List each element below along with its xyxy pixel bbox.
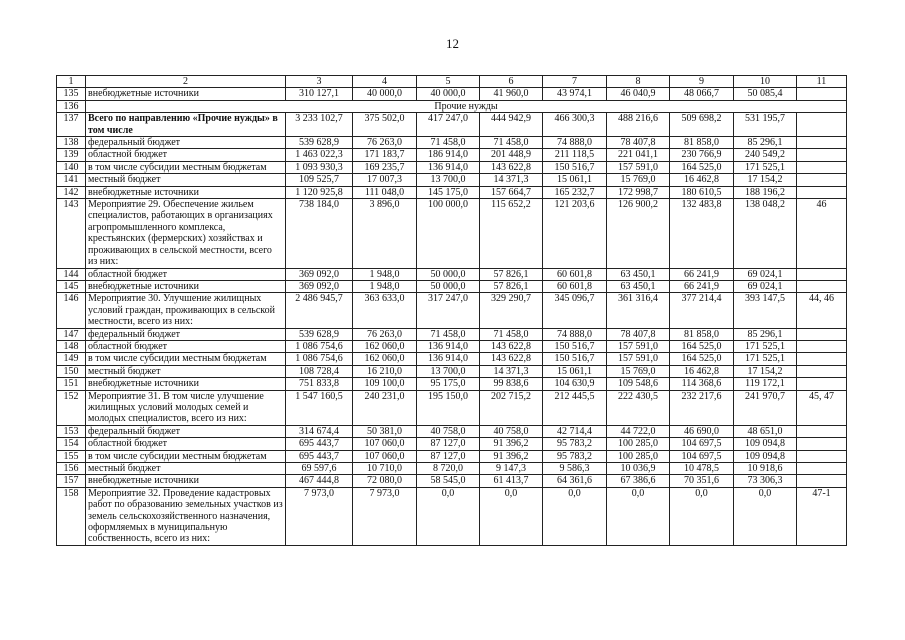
row-label: внебюджетные источники xyxy=(86,378,286,390)
amount-cell: 232 217,6 xyxy=(670,390,734,425)
amount-cell: 164 525,0 xyxy=(670,340,734,352)
amount-cell: 0,0 xyxy=(734,487,797,545)
amount-cell: 136 914,0 xyxy=(417,161,480,173)
amount-cell: 162 060,0 xyxy=(353,353,417,365)
table-row xyxy=(57,137,847,149)
row-number: 156 xyxy=(57,463,86,475)
amount-cell: 738 184,0 xyxy=(286,199,353,268)
amount-cell: 377 214,4 xyxy=(670,293,734,328)
amount-cell: 10 036,9 xyxy=(607,463,670,475)
amount-cell: 72 080,0 xyxy=(353,475,417,487)
amount-cell: 109 548,6 xyxy=(607,378,670,390)
row-number: 153 xyxy=(57,425,86,437)
indicator-ref-cell xyxy=(797,353,847,365)
amount-cell: 466 300,3 xyxy=(543,113,607,137)
amount-cell: 751 833,8 xyxy=(286,378,353,390)
amount-cell: 107 060,0 xyxy=(353,450,417,462)
amount-cell: 63 450,1 xyxy=(607,280,670,292)
amount-cell: 361 316,4 xyxy=(607,293,670,328)
row-number: 142 xyxy=(57,186,86,198)
amount-cell: 87 127,0 xyxy=(417,438,480,450)
row-label: в том числе субсидии местным бюджетам xyxy=(86,450,286,462)
indicator-ref-cell xyxy=(797,450,847,462)
amount-cell: 369 092,0 xyxy=(286,280,353,292)
table-row xyxy=(57,425,847,437)
amount-cell: 44 722,0 xyxy=(607,425,670,437)
amount-cell: 488 216,6 xyxy=(607,113,670,137)
column-header: 5 xyxy=(417,76,480,88)
amount-cell: 10 918,6 xyxy=(734,463,797,475)
indicator-ref-cell xyxy=(797,438,847,450)
amount-cell: 695 443,7 xyxy=(286,450,353,462)
amount-cell: 71 458,0 xyxy=(417,137,480,149)
amount-cell: 202 715,2 xyxy=(480,390,543,425)
column-header: 7 xyxy=(543,76,607,88)
indicator-ref-cell xyxy=(797,425,847,437)
row-number: 135 xyxy=(57,88,86,100)
indicator-ref-cell xyxy=(797,475,847,487)
amount-cell: 46 040,9 xyxy=(607,88,670,100)
amount-cell: 16 462,8 xyxy=(670,365,734,377)
amount-cell: 222 430,5 xyxy=(607,390,670,425)
amount-cell: 363 633,0 xyxy=(353,293,417,328)
table-body xyxy=(57,76,847,546)
table-row xyxy=(57,280,847,292)
row-label: внебюджетные источники xyxy=(86,280,286,292)
amount-cell: 0,0 xyxy=(543,487,607,545)
table-row xyxy=(57,100,847,112)
amount-cell: 100 285,0 xyxy=(607,438,670,450)
amount-cell: 10 710,0 xyxy=(353,463,417,475)
row-number: 147 xyxy=(57,328,86,340)
amount-cell: 539 628,9 xyxy=(286,137,353,149)
row-label: Мероприятие 32. Проведение кадастровых работ по образованию земельных участков из земель сельскохозяйственного назначения, оформляемых в муниципальную собственность, всего из них: xyxy=(86,487,286,545)
row-number: 136 xyxy=(57,100,86,112)
amount-cell: 85 296,1 xyxy=(734,137,797,149)
row-number: 150 xyxy=(57,365,86,377)
amount-cell: 41 960,0 xyxy=(480,88,543,100)
amount-cell: 16 210,0 xyxy=(353,365,417,377)
amount-cell: 186 914,0 xyxy=(417,149,480,161)
budget-table xyxy=(56,75,847,546)
row-number: 140 xyxy=(57,161,86,173)
amount-cell: 99 838,6 xyxy=(480,378,543,390)
row-label: в том числе субсидии местным бюджетам xyxy=(86,353,286,365)
indicator-ref-cell xyxy=(797,161,847,173)
amount-cell: 78 407,8 xyxy=(607,328,670,340)
amount-cell: 100 000,0 xyxy=(417,199,480,268)
amount-cell: 165 232,7 xyxy=(543,186,607,198)
amount-cell: 67 386,6 xyxy=(607,475,670,487)
amount-cell: 164 525,0 xyxy=(670,161,734,173)
table-row xyxy=(57,199,847,268)
amount-cell: 13 700,0 xyxy=(417,174,480,186)
amount-cell: 509 698,2 xyxy=(670,113,734,137)
amount-cell: 162 060,0 xyxy=(353,340,417,352)
table-row xyxy=(57,475,847,487)
amount-cell: 180 610,5 xyxy=(670,186,734,198)
row-label: местный бюджет xyxy=(86,174,286,186)
amount-cell: 100 285,0 xyxy=(607,450,670,462)
amount-cell: 171 525,1 xyxy=(734,340,797,352)
amount-cell: 17 154,2 xyxy=(734,174,797,186)
amount-cell: 57 826,1 xyxy=(480,268,543,280)
amount-cell: 172 998,7 xyxy=(607,186,670,198)
table-row xyxy=(57,88,847,100)
page-number: 12 xyxy=(446,36,459,51)
amount-cell: 157 664,7 xyxy=(480,186,543,198)
amount-cell: 15 061,1 xyxy=(543,174,607,186)
amount-cell: 57 826,1 xyxy=(480,280,543,292)
row-label: внебюджетные источники xyxy=(86,186,286,198)
table-row xyxy=(57,365,847,377)
amount-cell: 143 622,8 xyxy=(480,161,543,173)
amount-cell: 71 458,0 xyxy=(417,328,480,340)
amount-cell: 71 458,0 xyxy=(480,328,543,340)
amount-cell: 15 061,1 xyxy=(543,365,607,377)
amount-cell: 211 118,5 xyxy=(543,149,607,161)
amount-cell: 1 120 925,8 xyxy=(286,186,353,198)
table-row xyxy=(57,113,847,137)
row-label: областной бюджет xyxy=(86,268,286,280)
amount-cell: 150 516,7 xyxy=(543,340,607,352)
row-number: 145 xyxy=(57,280,86,292)
amount-cell: 345 096,7 xyxy=(543,293,607,328)
amount-cell: 7 973,0 xyxy=(353,487,417,545)
amount-cell: 310 127,1 xyxy=(286,88,353,100)
amount-cell: 17 154,2 xyxy=(734,365,797,377)
amount-cell: 157 591,0 xyxy=(607,161,670,173)
section-title: Прочие нужды xyxy=(86,100,847,112)
amount-cell: 69 024,1 xyxy=(734,280,797,292)
amount-cell: 531 195,7 xyxy=(734,113,797,137)
amount-cell: 8 720,0 xyxy=(417,463,480,475)
amount-cell: 3 233 102,7 xyxy=(286,113,353,137)
column-header: 9 xyxy=(670,76,734,88)
table-row xyxy=(57,353,847,365)
amount-cell: 115 652,2 xyxy=(480,199,543,268)
amount-cell: 1 948,0 xyxy=(353,268,417,280)
row-number: 138 xyxy=(57,137,86,149)
amount-cell: 74 888,0 xyxy=(543,328,607,340)
amount-cell: 169 235,7 xyxy=(353,161,417,173)
amount-cell: 0,0 xyxy=(480,487,543,545)
indicator-ref-cell xyxy=(797,88,847,100)
row-number: 154 xyxy=(57,438,86,450)
amount-cell: 91 396,2 xyxy=(480,450,543,462)
column-header: 8 xyxy=(607,76,670,88)
amount-cell: 539 628,9 xyxy=(286,328,353,340)
amount-cell: 87 127,0 xyxy=(417,450,480,462)
table-row xyxy=(57,438,847,450)
indicator-ref-cell xyxy=(797,137,847,149)
amount-cell: 240 231,0 xyxy=(353,390,417,425)
amount-cell: 0,0 xyxy=(417,487,480,545)
row-number: 146 xyxy=(57,293,86,328)
column-header: 6 xyxy=(480,76,543,88)
table-row xyxy=(57,390,847,425)
table-header-row xyxy=(57,76,847,88)
amount-cell: 1 086 754,6 xyxy=(286,340,353,352)
indicator-ref-cell xyxy=(797,113,847,137)
amount-cell: 467 444,8 xyxy=(286,475,353,487)
row-label: в том числе субсидии местным бюджетам xyxy=(86,161,286,173)
amount-cell: 212 445,5 xyxy=(543,390,607,425)
column-header: 3 xyxy=(286,76,353,88)
amount-cell: 9 586,3 xyxy=(543,463,607,475)
column-header: 4 xyxy=(353,76,417,88)
table-row xyxy=(57,450,847,462)
amount-cell: 13 700,0 xyxy=(417,365,480,377)
amount-cell: 78 407,8 xyxy=(607,137,670,149)
amount-cell: 695 443,7 xyxy=(286,438,353,450)
row-label: федеральный бюджет xyxy=(86,328,286,340)
row-label: Мероприятие 29. Обеспечение жильем специалистов, работающих в организациях агропромышленного комплекса, крестьянских (фермерских) хозяйствах и проживающих в сельской местности, всего из них: xyxy=(86,199,286,268)
amount-cell: 50 381,0 xyxy=(353,425,417,437)
amount-cell: 1 086 754,6 xyxy=(286,353,353,365)
amount-cell: 60 601,8 xyxy=(543,268,607,280)
amount-cell: 74 888,0 xyxy=(543,137,607,149)
amount-cell: 1 948,0 xyxy=(353,280,417,292)
amount-cell: 188 196,2 xyxy=(734,186,797,198)
amount-cell: 1 093 930,3 xyxy=(286,161,353,173)
row-label: Мероприятие 30. Улучшение жилищных условий граждан, проживающих в сельской местности, всего из них: xyxy=(86,293,286,328)
amount-cell: 145 175,0 xyxy=(417,186,480,198)
table-row xyxy=(57,340,847,352)
amount-cell: 150 516,7 xyxy=(543,353,607,365)
amount-cell: 91 396,2 xyxy=(480,438,543,450)
amount-cell: 132 483,8 xyxy=(670,199,734,268)
amount-cell: 230 766,9 xyxy=(670,149,734,161)
amount-cell: 109 094,8 xyxy=(734,438,797,450)
amount-cell: 71 458,0 xyxy=(480,137,543,149)
amount-cell: 14 371,3 xyxy=(480,365,543,377)
row-number: 151 xyxy=(57,378,86,390)
amount-cell: 317 247,0 xyxy=(417,293,480,328)
amount-cell: 10 478,5 xyxy=(670,463,734,475)
indicator-ref-cell xyxy=(797,268,847,280)
amount-cell: 48 066,7 xyxy=(670,88,734,100)
amount-cell: 375 502,0 xyxy=(353,113,417,137)
amount-cell: 9 147,3 xyxy=(480,463,543,475)
amount-cell: 111 048,0 xyxy=(353,186,417,198)
amount-cell: 64 361,6 xyxy=(543,475,607,487)
amount-cell: 42 714,4 xyxy=(543,425,607,437)
row-label: Мероприятие 31. В том числе улучшение жилищных условий молодых семей и молодых специалистов, всего из них: xyxy=(86,390,286,425)
row-label: федеральный бюджет xyxy=(86,137,286,149)
indicator-ref-cell: 47-1 xyxy=(797,487,847,545)
amount-cell: 369 092,0 xyxy=(286,268,353,280)
table-row xyxy=(57,328,847,340)
amount-cell: 60 601,8 xyxy=(543,280,607,292)
amount-cell: 3 896,0 xyxy=(353,199,417,268)
amount-cell: 143 622,8 xyxy=(480,340,543,352)
amount-cell: 171 525,1 xyxy=(734,353,797,365)
amount-cell: 95 175,0 xyxy=(417,378,480,390)
amount-cell: 43 974,1 xyxy=(543,88,607,100)
amount-cell: 444 942,9 xyxy=(480,113,543,137)
amount-cell: 143 622,8 xyxy=(480,353,543,365)
row-number: 144 xyxy=(57,268,86,280)
amount-cell: 73 306,3 xyxy=(734,475,797,487)
amount-cell: 109 094,8 xyxy=(734,450,797,462)
indicator-ref-cell xyxy=(797,174,847,186)
amount-cell: 40 758,0 xyxy=(417,425,480,437)
amount-cell: 76 263,0 xyxy=(353,137,417,149)
row-label: федеральный бюджет xyxy=(86,425,286,437)
amount-cell: 240 549,2 xyxy=(734,149,797,161)
column-header: 1 xyxy=(57,76,86,88)
row-number: 139 xyxy=(57,149,86,161)
amount-cell: 171 183,7 xyxy=(353,149,417,161)
row-number: 155 xyxy=(57,450,86,462)
amount-cell: 15 769,0 xyxy=(607,174,670,186)
table-row xyxy=(57,149,847,161)
indicator-ref-cell: 44, 46 xyxy=(797,293,847,328)
indicator-ref-cell xyxy=(797,186,847,198)
amount-cell: 221 041,1 xyxy=(607,149,670,161)
indicator-ref-cell xyxy=(797,378,847,390)
amount-cell: 195 150,0 xyxy=(417,390,480,425)
amount-cell: 50 085,4 xyxy=(734,88,797,100)
amount-cell: 63 450,1 xyxy=(607,268,670,280)
row-number: 137 xyxy=(57,113,86,137)
indicator-ref-cell xyxy=(797,340,847,352)
amount-cell: 241 970,7 xyxy=(734,390,797,425)
amount-cell: 393 147,5 xyxy=(734,293,797,328)
amount-cell: 138 048,2 xyxy=(734,199,797,268)
row-label: внебюджетные источники xyxy=(86,475,286,487)
amount-cell: 0,0 xyxy=(670,487,734,545)
column-header: 2 xyxy=(86,76,286,88)
amount-cell: 2 486 945,7 xyxy=(286,293,353,328)
amount-cell: 157 591,0 xyxy=(607,340,670,352)
amount-cell: 201 448,9 xyxy=(480,149,543,161)
table-row xyxy=(57,487,847,545)
amount-cell: 95 783,2 xyxy=(543,450,607,462)
amount-cell: 81 858,0 xyxy=(670,328,734,340)
amount-cell: 119 172,1 xyxy=(734,378,797,390)
amount-cell: 109 100,0 xyxy=(353,378,417,390)
indicator-ref-cell xyxy=(797,328,847,340)
table-row xyxy=(57,174,847,186)
row-label: местный бюджет xyxy=(86,365,286,377)
row-number: 143 xyxy=(57,199,86,268)
amount-cell: 70 351,6 xyxy=(670,475,734,487)
row-label: внебюджетные источники xyxy=(86,88,286,100)
amount-cell: 14 371,3 xyxy=(480,174,543,186)
amount-cell: 40 758,0 xyxy=(480,425,543,437)
amount-cell: 16 462,8 xyxy=(670,174,734,186)
amount-cell: 171 525,1 xyxy=(734,161,797,173)
indicator-ref-cell xyxy=(797,280,847,292)
amount-cell: 164 525,0 xyxy=(670,353,734,365)
indicator-ref-cell: 46 xyxy=(797,199,847,268)
amount-cell: 107 060,0 xyxy=(353,438,417,450)
amount-cell: 66 241,9 xyxy=(670,268,734,280)
amount-cell: 61 413,7 xyxy=(480,475,543,487)
amount-cell: 17 007,3 xyxy=(353,174,417,186)
amount-cell: 104 697,5 xyxy=(670,450,734,462)
amount-cell: 85 296,1 xyxy=(734,328,797,340)
table-row xyxy=(57,161,847,173)
indicator-ref-cell: 45, 47 xyxy=(797,390,847,425)
amount-cell: 114 368,6 xyxy=(670,378,734,390)
table-row xyxy=(57,293,847,328)
amount-cell: 104 630,9 xyxy=(543,378,607,390)
row-number: 157 xyxy=(57,475,86,487)
amount-cell: 40 000,0 xyxy=(353,88,417,100)
amount-cell: 50 000,0 xyxy=(417,280,480,292)
column-header: 11 xyxy=(797,76,847,88)
amount-cell: 76 263,0 xyxy=(353,328,417,340)
amount-cell: 108 728,4 xyxy=(286,365,353,377)
amount-cell: 136 914,0 xyxy=(417,340,480,352)
amount-cell: 329 290,7 xyxy=(480,293,543,328)
row-number: 152 xyxy=(57,390,86,425)
column-header: 10 xyxy=(734,76,797,88)
amount-cell: 121 203,6 xyxy=(543,199,607,268)
amount-cell: 40 000,0 xyxy=(417,88,480,100)
row-number: 141 xyxy=(57,174,86,186)
row-number: 158 xyxy=(57,487,86,545)
table-row xyxy=(57,186,847,198)
amount-cell: 7 973,0 xyxy=(286,487,353,545)
indicator-ref-cell xyxy=(797,149,847,161)
table-row xyxy=(57,378,847,390)
row-label: областной бюджет xyxy=(86,340,286,352)
amount-cell: 1 547 160,5 xyxy=(286,390,353,425)
amount-cell: 46 690,0 xyxy=(670,425,734,437)
amount-cell: 1 463 022,3 xyxy=(286,149,353,161)
row-number: 149 xyxy=(57,353,86,365)
amount-cell: 157 591,0 xyxy=(607,353,670,365)
indicator-ref-cell xyxy=(797,365,847,377)
amount-cell: 136 914,0 xyxy=(417,353,480,365)
amount-cell: 104 697,5 xyxy=(670,438,734,450)
amount-cell: 48 651,0 xyxy=(734,425,797,437)
row-label: Всего по направлению «Прочие нужды» в том числе xyxy=(86,113,286,137)
amount-cell: 58 545,0 xyxy=(417,475,480,487)
amount-cell: 15 769,0 xyxy=(607,365,670,377)
amount-cell: 66 241,9 xyxy=(670,280,734,292)
amount-cell: 81 858,0 xyxy=(670,137,734,149)
amount-cell: 417 247,0 xyxy=(417,113,480,137)
row-number: 148 xyxy=(57,340,86,352)
amount-cell: 95 783,2 xyxy=(543,438,607,450)
indicator-ref-cell xyxy=(797,463,847,475)
amount-cell: 69 024,1 xyxy=(734,268,797,280)
amount-cell: 150 516,7 xyxy=(543,161,607,173)
row-label: областной бюджет xyxy=(86,149,286,161)
amount-cell: 314 674,4 xyxy=(286,425,353,437)
amount-cell: 0,0 xyxy=(607,487,670,545)
row-label: областной бюджет xyxy=(86,438,286,450)
table-row xyxy=(57,268,847,280)
amount-cell: 69 597,6 xyxy=(286,463,353,475)
row-label: местный бюджет xyxy=(86,463,286,475)
table-row xyxy=(57,463,847,475)
amount-cell: 50 000,0 xyxy=(417,268,480,280)
amount-cell: 109 525,7 xyxy=(286,174,353,186)
amount-cell: 126 900,2 xyxy=(607,199,670,268)
